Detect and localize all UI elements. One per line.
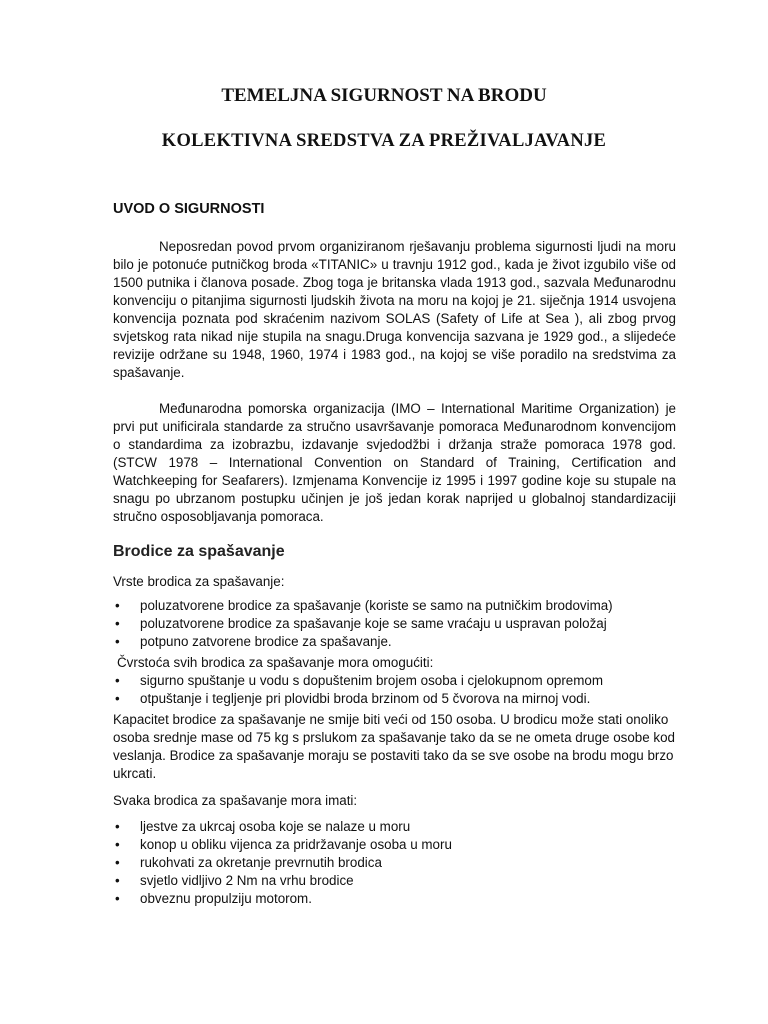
paragraph-text: Međunarodna pomorska organizacija (IMO – International Maritime Organization) je prvi put unificirala standarde za stručno usavršavanje pomoraca Međunarodnom konvencijom o standardima za izobrazbu, izdavanje svjedodžbi i držanja straže pomoraca 1978 god. (STCW 1978 – International Convention on Standard of Training, Certification and Watchkeeping for Seafarers). Izmjenama Konvencije iz 1995 i 1997 godine koje su stupale na snagu po ubrzanom postupku učinjen je još jedan korak naprijed u globalnoj standardizaciji stručno osposobljavanja pomoraca. [113, 401, 676, 524]
list-item: • obveznu propulziju motorom. [113, 890, 676, 908]
section-heading-brodice: Brodice za spašavanje [113, 543, 285, 560]
paragraph-capacity: Kapacitet brodice za spašavanje ne smije biti veći od 150 osoba. U brodicu može stati onoliko osoba srednje mase od 75 kg s prslukom za spašavanje tako da se ne ometa druge osobe kod veslanja. Brodice za spašavanje moraju se postaviti tako da se sve osobe na brodu mogu brzo ukrcati. [113, 712, 676, 781]
section-heading-uvod: UVOD O SIGURNOSTI [113, 201, 265, 217]
paragraph-intro [113, 238, 676, 382]
list-item: • poluzatvorene brodice za spašavanje (koriste se samo na putničkim brodovima) [113, 597, 676, 615]
list-item: • poluzatvorene brodice za spašavanje koje se same vraćaju u uspravan položaj [113, 615, 676, 633]
equipment-intro: Svaka brodica za spašavanje mora imati: [113, 793, 358, 808]
list-item: • svjetlo vidljivo 2 Nm na vrhu brodice [113, 872, 676, 890]
list-item: • konop u obliku vijenca za pridržavanje osoba u moru [113, 836, 676, 854]
list-item: • potpuno zatvorene brodice za spašavanje. [113, 633, 676, 651]
strength-list [113, 672, 676, 708]
strength-intro: Čvrstoća svih brodica za spašavanje mora omogućiti: [117, 655, 434, 670]
list-item: • sigurno spuštanje u vodu s dopuštenim brojem osoba i cjelokupnom opremom [113, 672, 676, 690]
list-item: • otpuštanje i tegljenje pri plovidbi broda brzinom od 5 čvorova na mirnoj vodi. [113, 690, 676, 708]
equipment-list [113, 818, 676, 908]
paragraph-imo [113, 400, 676, 526]
types-list [113, 597, 676, 651]
list-item: • rukohvati za okretanje prevrnutih brodica [113, 854, 676, 872]
paragraph-text: Neposredan povod prvom organiziranom rješavanju problema sigurnosti ljudi na moru bilo je potonuće putničkog broda «TITANIC» u travnju 1912 god., kada je život izgubilo više od 1500 putnika i članova posade. Zbog toga je britanska vlada 1913 god., sazvala Međunarodnu konvenciju o pitanjima sigurnosti ljudskih života na moru na kojoj je 21. siječnja 1914 usvojena konvencija poznata pod skraćenim nazivom SOLAS (Safety of Life at Sea ), ali zbog prvog svjetskog rata nikad nije stupila na snagu.Druga konvencija sazvana je 1929 god., a slijedeće revizije održane su 1948, 1960, 1974 i 1983 god., na kojoj se više poradilo na sredstvima za spašavanje. [113, 239, 676, 380]
types-intro: Vrste brodica za spašavanje: [113, 574, 285, 589]
document-title: TEMELJNA SIGURNOST NA BRODU [221, 85, 547, 106]
document-subtitle: KOLEKTIVNA SREDSTVA ZA PREŽIVALJAVANJE [161, 131, 607, 151]
list-item: • ljestve za ukrcaj osoba koje se nalaze u moru [113, 818, 676, 836]
